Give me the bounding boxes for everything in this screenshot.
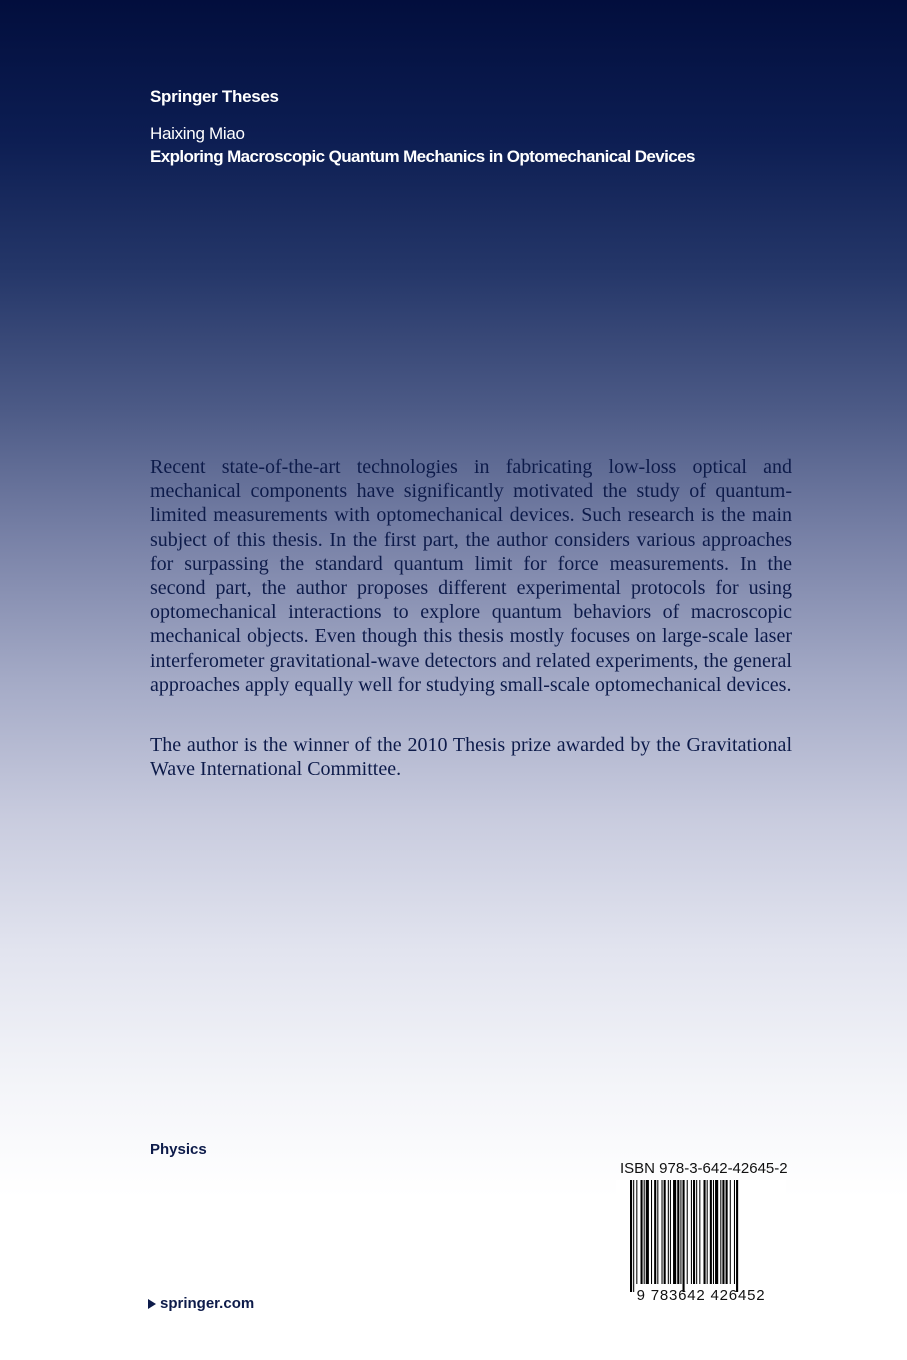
barcode-bar	[633, 1180, 634, 1292]
barcode-bar	[662, 1180, 663, 1284]
barcode-bar	[680, 1180, 681, 1284]
barcode-bar	[657, 1180, 658, 1284]
barcode-bar	[715, 1180, 718, 1284]
barcode-bar	[673, 1180, 676, 1284]
springer-link[interactable]	[148, 1295, 254, 1312]
barcode-bar	[699, 1180, 700, 1284]
barcode-bar	[664, 1180, 666, 1284]
barcode-bar	[722, 1180, 724, 1284]
barcode-bar	[670, 1180, 671, 1284]
book-title: Exploring Macroscopic Quantum Mechanics in Optomechanical Devices	[150, 147, 695, 166]
barcode-bar	[668, 1180, 669, 1284]
abstract-text: Recent state-of-the-art technologies in fabricating low-loss optical and mechanical components have significantly motivated the study of quantum-limited measurements with optomechanical devices. Such research is the main subject of this thesis. In the first part, the author considers various approaches for surpassing the standard quantum limit for force measurements. In the second part, the author proposes different experimental protocols for using optomechanical interactions to explore quantum behaviors of macroscopic mechanical objects. Even though this thesis mostly focuses on large-scale laser interferometer gravitational-wave detectors and related experiments, the general approaches apply equally well for studying small-scale optomechanical devices.	[150, 456, 792, 696]
barcode-bar	[730, 1180, 731, 1284]
subject-label: Physics	[150, 1141, 207, 1158]
barcode-bar	[654, 1180, 656, 1284]
barcode-bar	[704, 1180, 706, 1284]
barcode-bar	[707, 1180, 708, 1284]
barcode-bar	[651, 1180, 652, 1284]
prize-text: The author is the winner of the 2010 Thesis prize awarded by the Gravitational Wave International Committee.	[150, 734, 792, 781]
author-name: Haixing Miao	[150, 124, 245, 143]
series-name: Springer Theses	[150, 87, 279, 106]
barcode-bar	[736, 1180, 738, 1292]
barcode-bar	[683, 1180, 685, 1292]
barcode-bar	[630, 1180, 632, 1292]
springer-link-label: springer.com	[160, 1295, 255, 1312]
barcode-bar	[644, 1180, 645, 1284]
barcode-bar	[687, 1180, 688, 1284]
barcode	[616, 1180, 786, 1304]
barcode-bar	[677, 1180, 679, 1284]
barcode-bar	[636, 1180, 637, 1284]
barcode-bar	[734, 1180, 735, 1284]
barcode-bar	[641, 1180, 643, 1284]
barcode-bar	[710, 1180, 712, 1284]
barcode-bar	[720, 1180, 721, 1284]
arrow-right-icon	[148, 1299, 156, 1309]
barcode-bar	[646, 1180, 649, 1284]
barcode-bar	[691, 1180, 692, 1284]
barcode-bar	[713, 1180, 714, 1284]
barcode-bar	[696, 1180, 697, 1284]
barcode-bar	[693, 1180, 695, 1284]
isbn-text: ISBN 978-3-642-42645-2	[620, 1160, 788, 1177]
barcode-bar	[726, 1180, 728, 1284]
barcode-digits: 9 783642 426452	[636, 1287, 766, 1304]
